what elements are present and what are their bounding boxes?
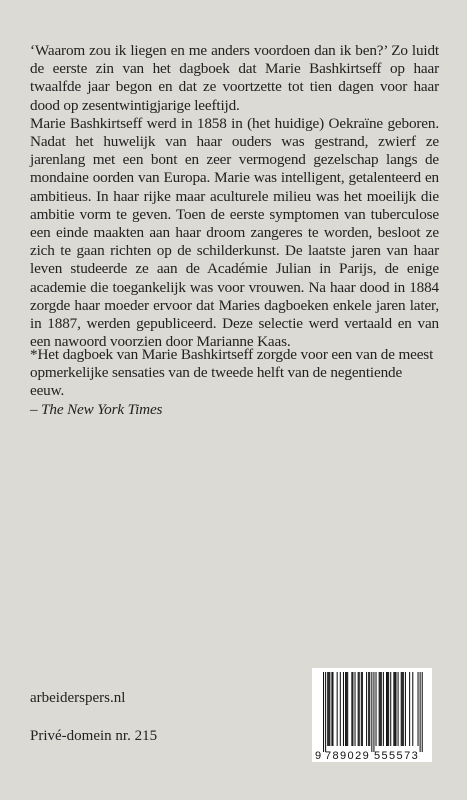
barcode-bar	[395, 672, 396, 746]
blurb-paragraph-2: Marie Bashkirtseff werd in 1858 in (het huidige) Oekraïne geboren. Nadat het huwelijk van haar ouders was gestrand, zwierf ze jarenlang met een bont en zeer vermogend gezelschap langs de mondaine oorden van Europa. Marie was intelligent, getalenteerd en ambitieus. In haar rijke maar aculturele milieu was het moeilijk die ambitie vorm te geven. Toen de eerste symptomen van tuberculose een einde maakten aan haar droom zangeres te worden, besloot ze zich te gaan richten op de schilderkunst. De laatste jaren van haar leven studeerde ze aan de Académie Julian in Parijs, de enige academie die toegankelijk was voor vrouwen. Na haar dood in 1884 zorgde haar moeder ervoor dat Maries dagboeken enkele jaren later, in 1887, werden gepubliceerd. Deze selectie werd vertaald en van een nawoord voorzien door Marianne Kaas.	[30, 114, 439, 351]
barcode-bar	[393, 672, 394, 746]
barcode-bar	[352, 672, 353, 746]
barcode-bar	[329, 672, 330, 746]
barcode-left-digits: 789029	[325, 750, 371, 762]
barcode-bar	[345, 672, 346, 746]
barcode-bar	[381, 672, 382, 746]
barcode-graphic	[312, 668, 432, 762]
barcode-bar	[327, 672, 328, 746]
barcode-bar	[340, 672, 341, 746]
barcode-bar	[373, 672, 374, 752]
barcode-bar	[337, 672, 338, 746]
barcode-bar	[331, 672, 332, 746]
blurb-paragraph-1: ‘Waarom zou ik liegen en me anders voordoen dan ik ben?’ Zo luidt de eerste zin van het dagboek dat Marie Bashkirtseff op haar twaalfde jaar begon en dat ze voortzette tot tien dagen voor haar dood op zesentwintigjarige leeftijd.	[30, 42, 439, 114]
barcode-bars	[323, 672, 423, 752]
barcode-bar	[412, 672, 413, 746]
barcode-bar	[369, 672, 370, 746]
barcode-bar	[405, 672, 406, 746]
barcode-bar	[386, 672, 387, 746]
barcode-bar	[401, 672, 402, 746]
barcode-bar	[390, 672, 391, 746]
barcode-bar	[355, 672, 356, 746]
barcode-right-digits: 555573	[374, 750, 420, 762]
barcode-bar	[388, 672, 389, 746]
barcode-bar	[387, 672, 388, 746]
barcode-bar	[323, 672, 324, 752]
isbn-barcode	[312, 668, 432, 762]
barcode-bar	[403, 672, 404, 746]
barcode-bar	[379, 672, 380, 746]
barcode-bar	[376, 672, 377, 746]
quote-source: – The New York Times	[30, 400, 163, 418]
quote-text: *Het dagboek van Marie Bashkirtseff zorgde voor een van de meest opmerkelijke sensaties van de tweede helft van de negentiende eeuw.	[30, 346, 434, 400]
barcode-bar	[420, 672, 421, 752]
barcode-bar	[359, 672, 360, 746]
barcode-bar	[346, 672, 347, 746]
review-quote	[30, 346, 439, 419]
barcode-bar	[361, 672, 362, 746]
barcode-bar	[422, 672, 423, 752]
barcode-bar	[398, 672, 399, 746]
barcode-bar	[328, 672, 329, 746]
barcode-bar	[371, 672, 372, 752]
barcode-bar	[358, 672, 359, 746]
barcode-bar	[368, 672, 369, 746]
barcode-bar	[351, 672, 352, 746]
blurb-text	[30, 42, 439, 351]
series-number: Privé-domein nr. 215	[30, 728, 158, 744]
barcode-bar	[402, 672, 403, 746]
barcode-bar	[366, 672, 367, 746]
barcode-leading-digit: 9	[315, 750, 322, 762]
publisher-url: arbeiderspers.nl	[30, 690, 126, 706]
barcode-bar	[325, 672, 326, 752]
barcode-bar	[383, 672, 384, 746]
barcode-bar	[418, 672, 419, 746]
barcode-bar	[343, 672, 344, 746]
barcode-bar	[332, 672, 333, 746]
barcode-bar	[362, 672, 363, 746]
barcode-bar	[394, 672, 395, 746]
barcode-bar	[409, 672, 410, 746]
barcode-bar	[380, 672, 381, 746]
barcode-bar	[347, 672, 348, 746]
